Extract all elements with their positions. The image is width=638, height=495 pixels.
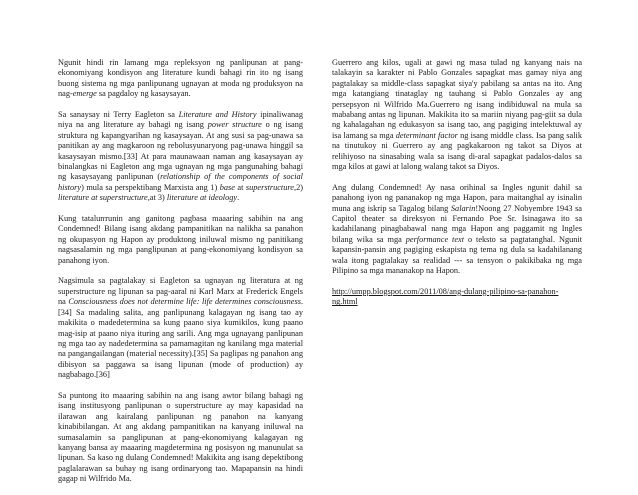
emphasis-text: Consciousness does not determine life: life determines consciousness <box>68 297 301 307</box>
paragraph-text: ,at 3) <box>147 193 167 203</box>
source-link[interactable]: http://umpp.blogspot.com/2011/08/ang-dulang-pilipino-sa-panahon-ng.html <box>332 286 559 307</box>
paragraph-text: Nagsimula sa pagtalakay si Eagleton sa ugnayan ng literatura at ng superstructure ng lipunan sa pag-aaral ni Karl Marx at Frederick Engels na <box>58 276 303 307</box>
paragraph <box>332 183 582 277</box>
emphasis-text: relationship of the components of social history <box>58 172 303 192</box>
paragraph-text: at <box>234 182 246 192</box>
paragraph-text: Sa sanaysay ni Terry Eagleton sa <box>58 110 179 120</box>
paragraph <box>58 276 303 380</box>
paragraph-text: . <box>237 193 240 203</box>
emphasis-text: power structure <box>207 120 262 130</box>
paragraph-text: Sa puntong ito maaaring sabihin na ang isang awtor bilang bahagi ng isang institusyong panlipunan o superstructure ay may kapasidad na ilarawan ang kairalang panlipunan ng panahon na kanyang kinabibilangan. At ang akdang pampanitikan na kanyang iniluwal na sumasalamin sa panglipunan at pang-ekonomiyang kalagayan ng kanyang bansa ay maaaring magdetermina ng posisyon ng manunulat sa lipunan. Sa kaso ng dulang Condemned! Makikita ang isang depektibong paglalarawan sa buhay ng isang ordinaryong tao. Mapapansin na hindi gagap ni Wilfrido Ma. <box>58 390 303 484</box>
paragraph <box>58 58 303 100</box>
emphasis-text: emerge <box>72 89 97 99</box>
right-column <box>332 58 582 318</box>
paragraph-text: o teksto sa pagtatanghal. Ngunit kapansin-pansin ang pagiging eskapista ng tema ng dula sa kadahilanang wala itong pagtalakay sa realidad --- sa tensyon o pakikibaka ng mga Pilipino sa mga mananakop na Hapon. <box>332 234 583 276</box>
emphasis-text: literature at superstructure <box>58 193 148 203</box>
paragraph-text: ,2) <box>294 182 303 192</box>
paragraph-text: Ang dulang Condemned! Ay nasa orihinal sa Ingles ngunit dahil sa panahong iyon ng pananakop ng mga Hapon, para maitanghal ay isinalin muna ang iskrip sa Tagalog bilang <box>332 182 582 213</box>
paragraph-text: Guerrero ang kilos, ugali at gawi ng masa tulad ng kanyang nais na talakayin sa karakter ni Pablo Gonzales sapagkat mas gamay niya ang pagtalakay sa middle-class sapagkat siya'y pabilang sa antas na ito. Ang mga katangiang tinataglay ng tauhang si Pablo Gonzales ay ang persepsyon ni Wilfrido Ma.Guerrero ng isang indibiduwal na mula sa mababang antas ng lipunan. Makikita ito sa mariin niyang pag-giit sa dula ng kahalagahan ng edukasyon sa isang tao, ang pagiging intelektuwal ay isa lamang sa mga <box>332 58 582 140</box>
emphasis-text: Literature and History <box>178 110 257 120</box>
paragraph-text: ipinaliwanag niya na ang literature ay bahagi ng isang <box>58 110 303 130</box>
paragraph <box>58 391 303 485</box>
emphasis-text: determinant factor <box>395 130 458 140</box>
emphasis-text: superstructure <box>245 182 294 192</box>
paragraph <box>332 287 582 308</box>
paragraph-text: sa pagdaloy ng kasaysayan. <box>96 89 191 99</box>
emphasis-text: literature at ideology <box>166 193 238 203</box>
paragraph <box>58 214 303 266</box>
paragraph-text: o ng isang struktura ng kapangyarihan ng kasaysayan. At ang susi sa pag-unawa sa panitikan ay ang magkaroon ng rebolusyunaryong pag-unawa hinggil sa kasaysayan mismo.[33] At para maunawaan naman ang kasaysayan ay binalangkas ni Eagleton ang mga ugnayan ng mga pangunahing bahagi ng kasaysayang panlipunan ( <box>58 120 304 182</box>
paragraph <box>58 110 303 204</box>
paragraph-text: Kung tatalunтunin ang ganitong pagbasa maaaring sabihin na ang Condemned! Bilang isang akdang pampanitikan na nalikha sa panahon ng okupasyon ng Hapon ay produktong iniluwal mismo ng panitikang nagsasalamin ng mga panglipunan at pang-ekonomiyang kondisyon sa panahong iyon. <box>58 214 303 265</box>
paragraph-text: Ngunit hindi rin lamang mga repleksyon ng panlipunan at pang-ekonomiyang kondisyon ang literature kundi bahagi rin ito ng isang buong sistema ng mga panlipunang ugnayan at moda ng produksyon na nag- <box>58 58 303 99</box>
paragraph-text: !Noong 27 Nobyembre 1943 sa Capitol theater sa direksyon ni Fernando Poe Sr. Isinagawa ito sa kadahilanang pinagbabawal nang mga Hapon ang paggamit ng Ingles bilang wika sa mga <box>332 203 582 244</box>
emphasis-text: performance text <box>405 234 465 244</box>
paragraph-text: .[34] Sa madaling salita, ang panlipunang kalagayan ng isang tao ay makikita o madedetermina sa kung paano siya kumikilos, kung paano mag-isip at paano niya ituring ang sarili. Ang mga ugnayang panlipunan ng mga tao ay nadedetermina sa pamamagitan ng kanilang mga material na pangangailangan (material necessity).[35] Sa paglipas ng panahon ang dibisyon sa paggawa sa isang lipunan (mode of production) ay nagbabago.[36] <box>58 297 304 380</box>
emphasis-text: base <box>219 182 235 192</box>
paragraph <box>332 58 582 172</box>
paragraph-text: ng isang middle class. Isa pang salik na tinutukoy ni Guerrero ay ang pagkakaroon ng takot sa Diyos at relihiyoso na sinasabing wala sa isang di-aral sapagkat padalos-dalos sa mga kilos at gawi at lalong walang takot sa Diyos. <box>332 130 582 172</box>
paragraph-text: ) mula sa perspektibang Marxista ang 1) <box>81 182 220 192</box>
left-column <box>58 58 303 495</box>
emphasis-text: Salarin <box>450 203 476 213</box>
